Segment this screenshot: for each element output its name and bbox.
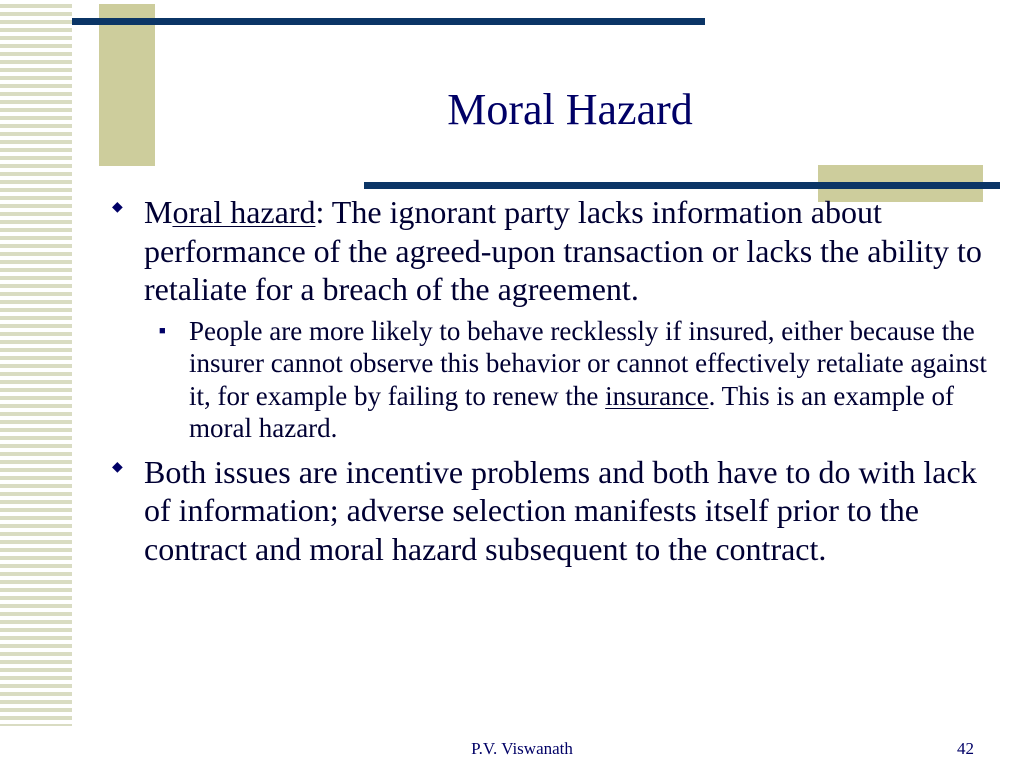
bullet-moral-hazard: [108, 193, 988, 309]
square-bullet-icon: ■: [159, 324, 166, 337]
title-accent-block: [99, 4, 155, 166]
bullet-text: Both issues are incentive problems and both have to do with lack of information; adverse selection manifests itself prior to the contract and moral hazard subsequent to the contract.: [144, 453, 977, 567]
bullet-prefix: M: [144, 194, 173, 230]
sub-bullet-text-after: . This is an example of moral hazard.: [189, 380, 955, 443]
body-rule: [364, 182, 1000, 189]
bullet-text: : The ignorant party lacks information about performance of the agreed-upon transaction or lacks the ability to retaliate for a breach of the agreement.: [144, 194, 982, 307]
page-number: 42: [957, 739, 974, 758]
insurance-link[interactable]: insurance: [605, 380, 709, 411]
diamond-bullet-icon: ◆: [112, 459, 123, 475]
decorative-stripes: [0, 0, 72, 726]
sub-bullet-text-before: People are more likely to behave recklessly if insured, either because the insurer cannot observe this behavior or cannot effectively retaliate against it, for example by failing to renew the: [189, 315, 987, 411]
slide-content: [108, 193, 988, 568]
diamond-bullet-icon: ◆: [112, 200, 123, 215]
footer-author: P.V. Viswanath: [471, 739, 573, 758]
moral-hazard-link[interactable]: oral hazard: [172, 194, 316, 230]
title-rule: [72, 18, 705, 25]
sub-bullet-insurance: [159, 315, 988, 445]
bullet-incentive-problems: [108, 453, 988, 569]
slide-title: Moral Hazard: [447, 85, 693, 134]
